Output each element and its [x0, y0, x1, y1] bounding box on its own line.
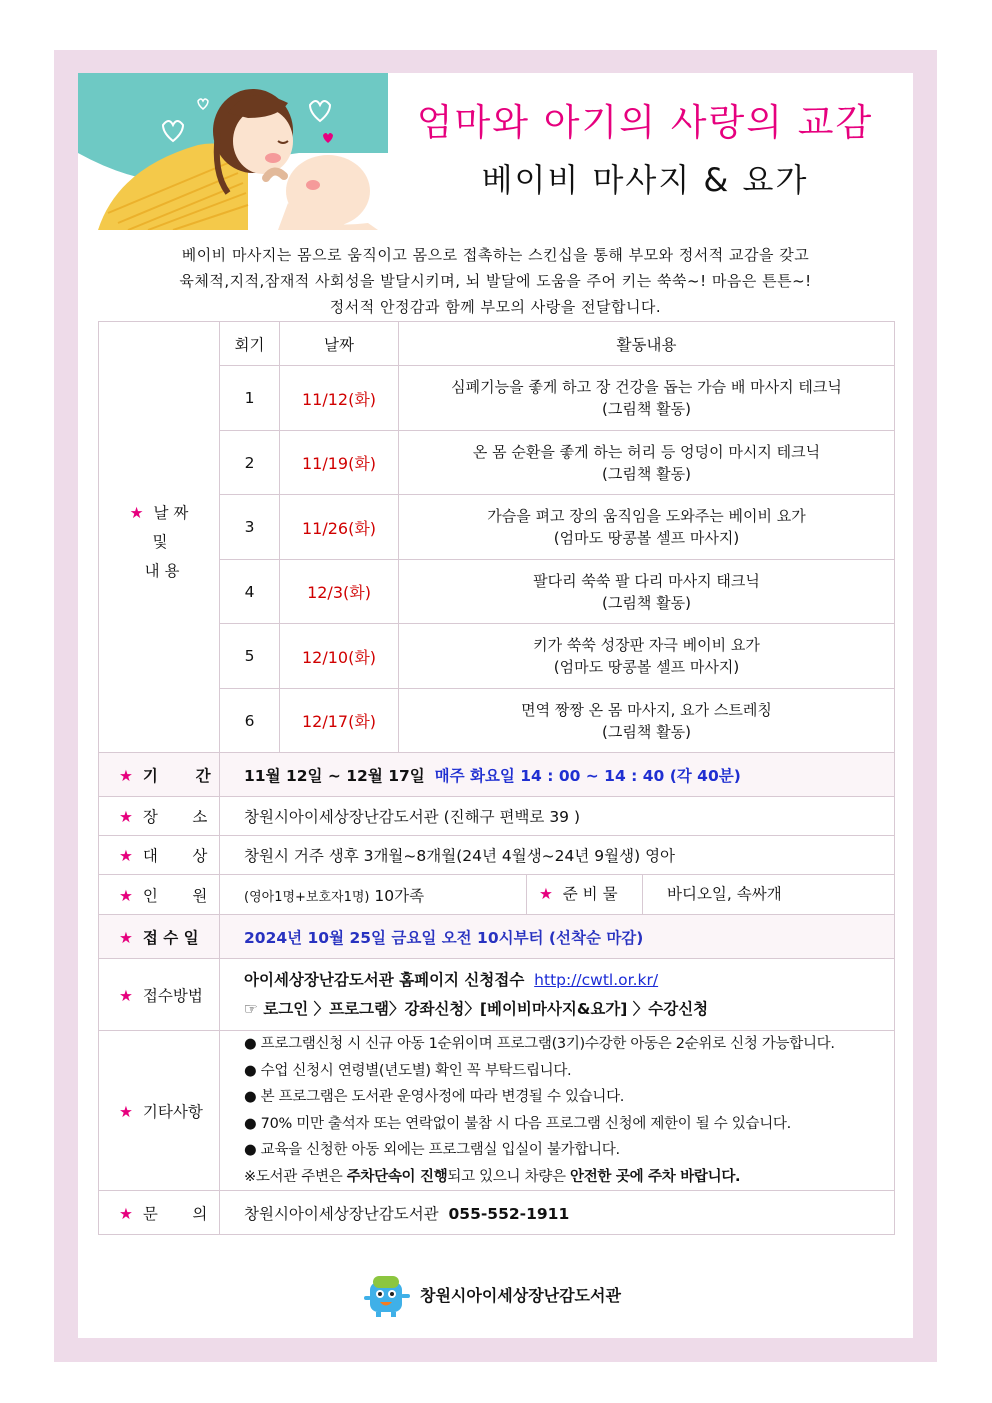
session-number: 2 [220, 431, 280, 495]
method-value [220, 959, 895, 1031]
content-line: (엄마도 땅콩볼 셀프 마사지) [553, 658, 740, 676]
target-value: 창원시 거주 생후 3개월~8개월(24년 4월생~24년 9월생) 영아 [220, 836, 895, 875]
session-number: 4 [220, 560, 280, 624]
contact-phone: 055-552-1911 [448, 1204, 570, 1223]
target-label: ★ 대 상 [99, 836, 220, 875]
prep-label: ★ 준 비 물 [527, 875, 643, 914]
section-label-line: 내 용 [144, 561, 180, 580]
intro-text [98, 242, 893, 320]
program-table [98, 321, 895, 1235]
session-content [399, 560, 895, 624]
place-label: ★ 장 소 [99, 797, 220, 836]
period-value [220, 753, 895, 797]
note-item: ● 본 프로그램은 도서관 운영사정에 따라 변경될 수 있습니다. [244, 1089, 625, 1105]
period-dates: 11월 12일 ~ 12월 17일 [244, 766, 425, 785]
intro-line: 베이비 마사지는 몸으로 움직이고 몸으로 접촉하는 스킨십을 통해 부모와 정서적 교감을 갖고 [181, 246, 810, 264]
prep-cell [527, 875, 895, 915]
method-row [99, 959, 895, 1031]
content-line: (그림책 활동) [602, 722, 691, 741]
contact-name: 창원시아이세상장난감도서관 [244, 1204, 439, 1223]
session-date: 11/12(화) [280, 366, 399, 431]
note-item: ● 프로그램신청 시 신규 아동 1순위이며 프로그램(3기)수강한 아동은 2순위로 신청 가능합니다. [244, 1036, 835, 1052]
session-number: 1 [220, 366, 280, 431]
session-date: 12/10(화) [280, 624, 399, 689]
star-icon: ★ [129, 503, 144, 522]
content-line: 가슴을 펴고 장의 움직임을 도와주는 베이비 요가 [487, 507, 806, 525]
session-number: 3 [220, 495, 280, 560]
intro-line: 정서적 안정감과 함께 부모의 사랑을 전달합니다. [329, 298, 662, 316]
session-date: 12/3(화) [280, 560, 399, 624]
column-header-date: 날짜 [280, 322, 399, 366]
footer-org-name: 창원시아이세상장난감도서관 [420, 1286, 621, 1305]
section-label-line: 및 [152, 532, 168, 551]
content-line: 팔다리 쑥쑥 팔 다리 마사지 태크닉 [533, 571, 760, 590]
column-header-session: 회기 [220, 322, 280, 366]
star-icon: ★ [119, 986, 133, 1005]
method-label: ★ 접수방법 [99, 959, 220, 1031]
period-label: ★ 기 간 [99, 753, 220, 797]
content-line: 온 몸 순환을 좋게 하는 허리 등 엉덩이 마시지 테크닉 [472, 442, 821, 461]
content-line: 심폐기능을 좋게 하고 장 건강을 돕는 가슴 배 마사지 테크닉 [451, 378, 842, 396]
prep-value: 바디오일, 속싸개 [667, 885, 782, 903]
etc-row [99, 1031, 895, 1191]
content-line: (그림책 활동) [602, 593, 691, 612]
session-content [399, 431, 895, 495]
content-line: 키가 쑥쑥 성장판 자극 베이비 요가 [533, 636, 760, 654]
star-icon: ★ [119, 886, 133, 905]
reception-row [99, 915, 895, 959]
star-icon: ★ [119, 1102, 133, 1121]
star-icon: ★ [119, 766, 133, 785]
session-number: 6 [220, 689, 280, 753]
page-subtitle: 베이비 마사지 & 요가 [481, 161, 809, 199]
method-line: 아이세상장난감도서관 홈페이지 신청접수 [244, 970, 525, 989]
content-line: 면역 짱짱 온 몸 마사지, 요가 스트레칭 [521, 700, 772, 719]
mother-baby-illustration [78, 73, 388, 230]
place-value: 창원시아이세상장난감도서관 (진해구 편백로 39 ) [220, 797, 895, 836]
star-icon: ★ [119, 1204, 133, 1223]
content-line: (그림책 활동) [602, 464, 691, 483]
star-icon: ★ [119, 928, 133, 947]
reception-label: ★ 접 수 일 [99, 915, 220, 959]
session-content [399, 624, 895, 689]
session-content [399, 495, 895, 560]
intro-line: 육체적,지적,잠재적 사회성을 발달시키며, 뇌 발달에 도움을 주어 키는 쑥쑥~! 마음은 튼튼~! [179, 272, 812, 290]
session-number: 5 [220, 624, 280, 689]
note-item: ● 교육을 신청한 아동 외에는 프로그램실 입실이 불가합니다. [244, 1142, 620, 1158]
session-date: 11/19(화) [280, 431, 399, 495]
star-icon: ★ [119, 847, 133, 865]
page-title: 엄마와 아기의 사랑의 교감 [416, 101, 874, 144]
reception-value: 2024년 10월 25일 금요일 오전 10시부터 (선착순 마감) [220, 915, 895, 959]
contact-row [99, 1191, 895, 1235]
period-row [99, 753, 895, 797]
people-value [220, 875, 527, 915]
session-content [399, 689, 895, 753]
etc-notes [220, 1031, 895, 1191]
column-header-content: 활동내용 [399, 322, 895, 366]
content-line: (엄마도 땅콩볼 셀프 마사지) [553, 529, 740, 547]
note-item: ● 70% 미만 출석자 또는 연락없이 불참 시 다음 프로그램 신청에 제한이 될 수 있습니다. [244, 1115, 791, 1132]
people-row [99, 875, 895, 915]
people-label: ★ 인 원 [99, 875, 220, 915]
contact-value [220, 1191, 895, 1235]
target-row [99, 836, 895, 875]
session-date: 12/17(화) [280, 689, 399, 753]
method-steps: ☞ 로그인 〉프로그램〉강좌신청〉[베이비마사지&요가] 〉수강신청 [244, 999, 709, 1018]
period-time: 매주 화요일 14 : 00 ~ 14 : 40 (각 40분) [434, 766, 741, 785]
session-content [399, 366, 895, 431]
people-count: 10가족 [374, 886, 425, 905]
etc-label: ★ 기타사항 [99, 1031, 220, 1191]
star-icon: ★ [539, 885, 553, 903]
parking-note: ※도서관 주변은 주차단속이 진행되고 있으니 차량은 안전한 곳에 주차 바랍니다. [244, 1168, 741, 1185]
contact-label: ★ 문 의 [99, 1191, 220, 1235]
star-icon: ★ [119, 808, 133, 826]
place-row [99, 797, 895, 836]
content-line: (그림책 활동) [602, 400, 691, 418]
people-note: (영아1명+보호자1명) [244, 889, 370, 905]
note-item: ● 수업 신청시 연령별(년도별) 확인 꼭 부탁드립니다. [244, 1062, 572, 1079]
schedule-section-label [99, 322, 220, 753]
section-label-line: 날 짜 [153, 503, 189, 522]
session-date: 11/26(화) [280, 495, 399, 560]
homepage-link[interactable]: http://cwtl.or.kr/ [534, 970, 659, 989]
